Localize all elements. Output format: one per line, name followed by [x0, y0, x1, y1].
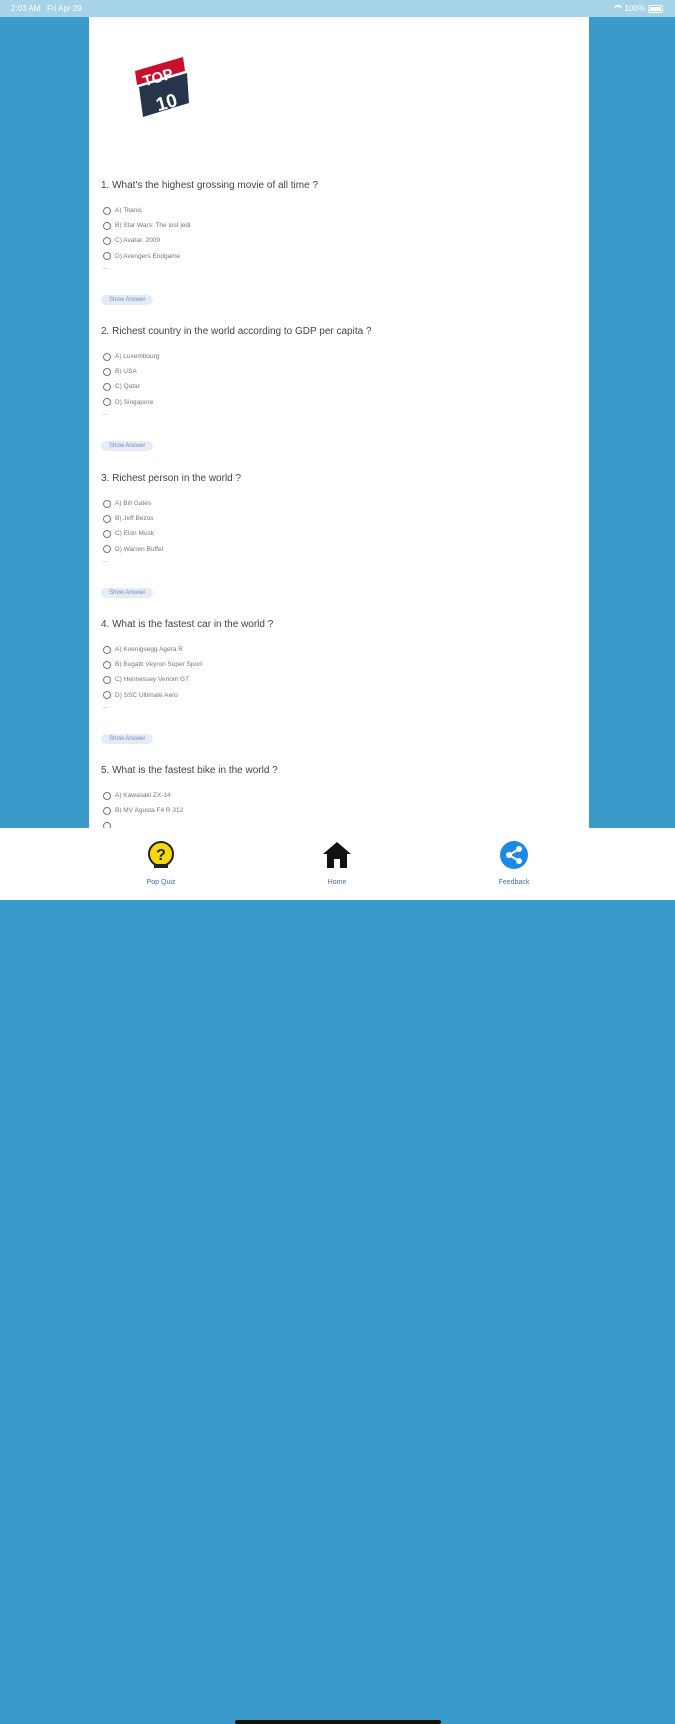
- radio-icon[interactable]: [103, 353, 111, 361]
- option-b[interactable]: B) MV Agusta F4 R 312: [101, 803, 571, 818]
- option-d[interactable]: D) SSC Ultimate Aero: [101, 688, 571, 703]
- option-d[interactable]: D) Warren Buffet: [101, 542, 571, 557]
- radio-icon[interactable]: [103, 646, 111, 654]
- wifi-icon: [614, 5, 622, 13]
- radio-icon[interactable]: [103, 207, 111, 215]
- option-c-partial[interactable]: [101, 818, 571, 828]
- radio-icon[interactable]: [103, 807, 111, 815]
- tab-pop-quiz[interactable]: [121, 840, 201, 886]
- radio-icon[interactable]: [103, 222, 111, 230]
- tab-label: Feedback: [498, 879, 530, 886]
- question-3: [101, 473, 571, 599]
- option-a[interactable]: A) Titanic: [101, 203, 571, 218]
- option-c[interactable]: C) Hennessey Venom GT: [101, 672, 571, 687]
- radio-icon[interactable]: [103, 515, 111, 523]
- ellipsis: ...: [102, 263, 108, 271]
- question-1: [101, 180, 571, 306]
- option-a[interactable]: A) Luxembourg: [101, 349, 571, 364]
- status-bar: [0, 0, 675, 17]
- status-right: [614, 4, 663, 13]
- question-title: 4. What is the fastest car in the world ?: [101, 619, 274, 630]
- radio-icon[interactable]: [103, 676, 111, 684]
- radio-icon[interactable]: [103, 398, 111, 406]
- home-indicator[interactable]: [235, 1720, 441, 1724]
- option-b[interactable]: B) Star Wars: The lost jedi: [101, 218, 571, 233]
- status-time: 2:03 AM Fri Apr 29: [11, 4, 82, 13]
- option-a[interactable]: A) Bill Gates: [101, 496, 571, 511]
- radio-icon[interactable]: [103, 500, 111, 508]
- show-answer-button[interactable]: Show Answer: [101, 441, 153, 451]
- ellipsis: ...: [102, 556, 108, 564]
- option-a[interactable]: A) Kawasaki ZX-14: [101, 788, 571, 803]
- tab-home[interactable]: [297, 840, 377, 886]
- option-d[interactable]: D) Singapore: [101, 395, 571, 410]
- top10-logo: [121, 51, 195, 125]
- radio-icon[interactable]: [103, 691, 111, 699]
- question-title: 3. Richest person in the world ?: [101, 473, 242, 484]
- option-c[interactable]: C) Avatar: 2009: [101, 233, 571, 248]
- radio-icon[interactable]: [103, 383, 111, 391]
- question-4: [101, 619, 571, 745]
- battery-icon: [648, 5, 663, 13]
- show-answer-button[interactable]: Show Answer: [101, 295, 153, 305]
- question-title: 1. What's the highest grossing movie of all time ?: [101, 180, 319, 191]
- bottom-tab-bar: [0, 828, 675, 900]
- ellipsis: ...: [102, 409, 108, 417]
- question-5: [101, 765, 571, 828]
- svg-text:?: ?: [156, 847, 166, 864]
- share-icon: [499, 840, 529, 870]
- tab-feedback[interactable]: [474, 840, 554, 886]
- tab-label: Home: [327, 879, 347, 886]
- ellipsis: ...: [102, 702, 108, 710]
- show-answer-button[interactable]: Show Answer: [101, 734, 153, 744]
- option-c[interactable]: C) Qatar: [101, 379, 571, 394]
- option-b[interactable]: B) Bugatti Veyron Super Sport: [101, 657, 571, 672]
- option-b[interactable]: B) USA: [101, 364, 571, 379]
- home-icon: [321, 840, 353, 870]
- radio-icon[interactable]: [103, 530, 111, 538]
- tab-label: Pop Quiz: [146, 879, 176, 886]
- quiz-sheet[interactable]: [89, 17, 589, 828]
- question-title: 2. Richest country in the world according to GDP per capita ?: [101, 326, 372, 337]
- option-b[interactable]: B) Jeff Bezos: [101, 511, 571, 526]
- question-title: 5. What is the fastest bike in the world ?: [101, 765, 278, 776]
- question-2: [101, 326, 571, 452]
- radio-icon[interactable]: [103, 545, 111, 553]
- show-answer-button[interactable]: Show Answer: [101, 588, 153, 598]
- radio-icon[interactable]: [103, 237, 111, 245]
- svg-text:TOP: TOP: [141, 65, 176, 91]
- option-c[interactable]: C) Elon Musk: [101, 526, 571, 541]
- svg-text:10: 10: [153, 90, 180, 117]
- quiz-icon: [146, 840, 176, 870]
- battery-percent: 100%: [624, 4, 645, 13]
- radio-icon[interactable]: [103, 661, 111, 669]
- radio-icon[interactable]: [103, 252, 111, 260]
- option-a[interactable]: A) Koenigsegg Agera R: [101, 642, 571, 657]
- radio-icon[interactable]: [103, 368, 111, 376]
- option-d[interactable]: D) Avengers Endgame: [101, 249, 571, 264]
- radio-icon[interactable]: [103, 792, 111, 800]
